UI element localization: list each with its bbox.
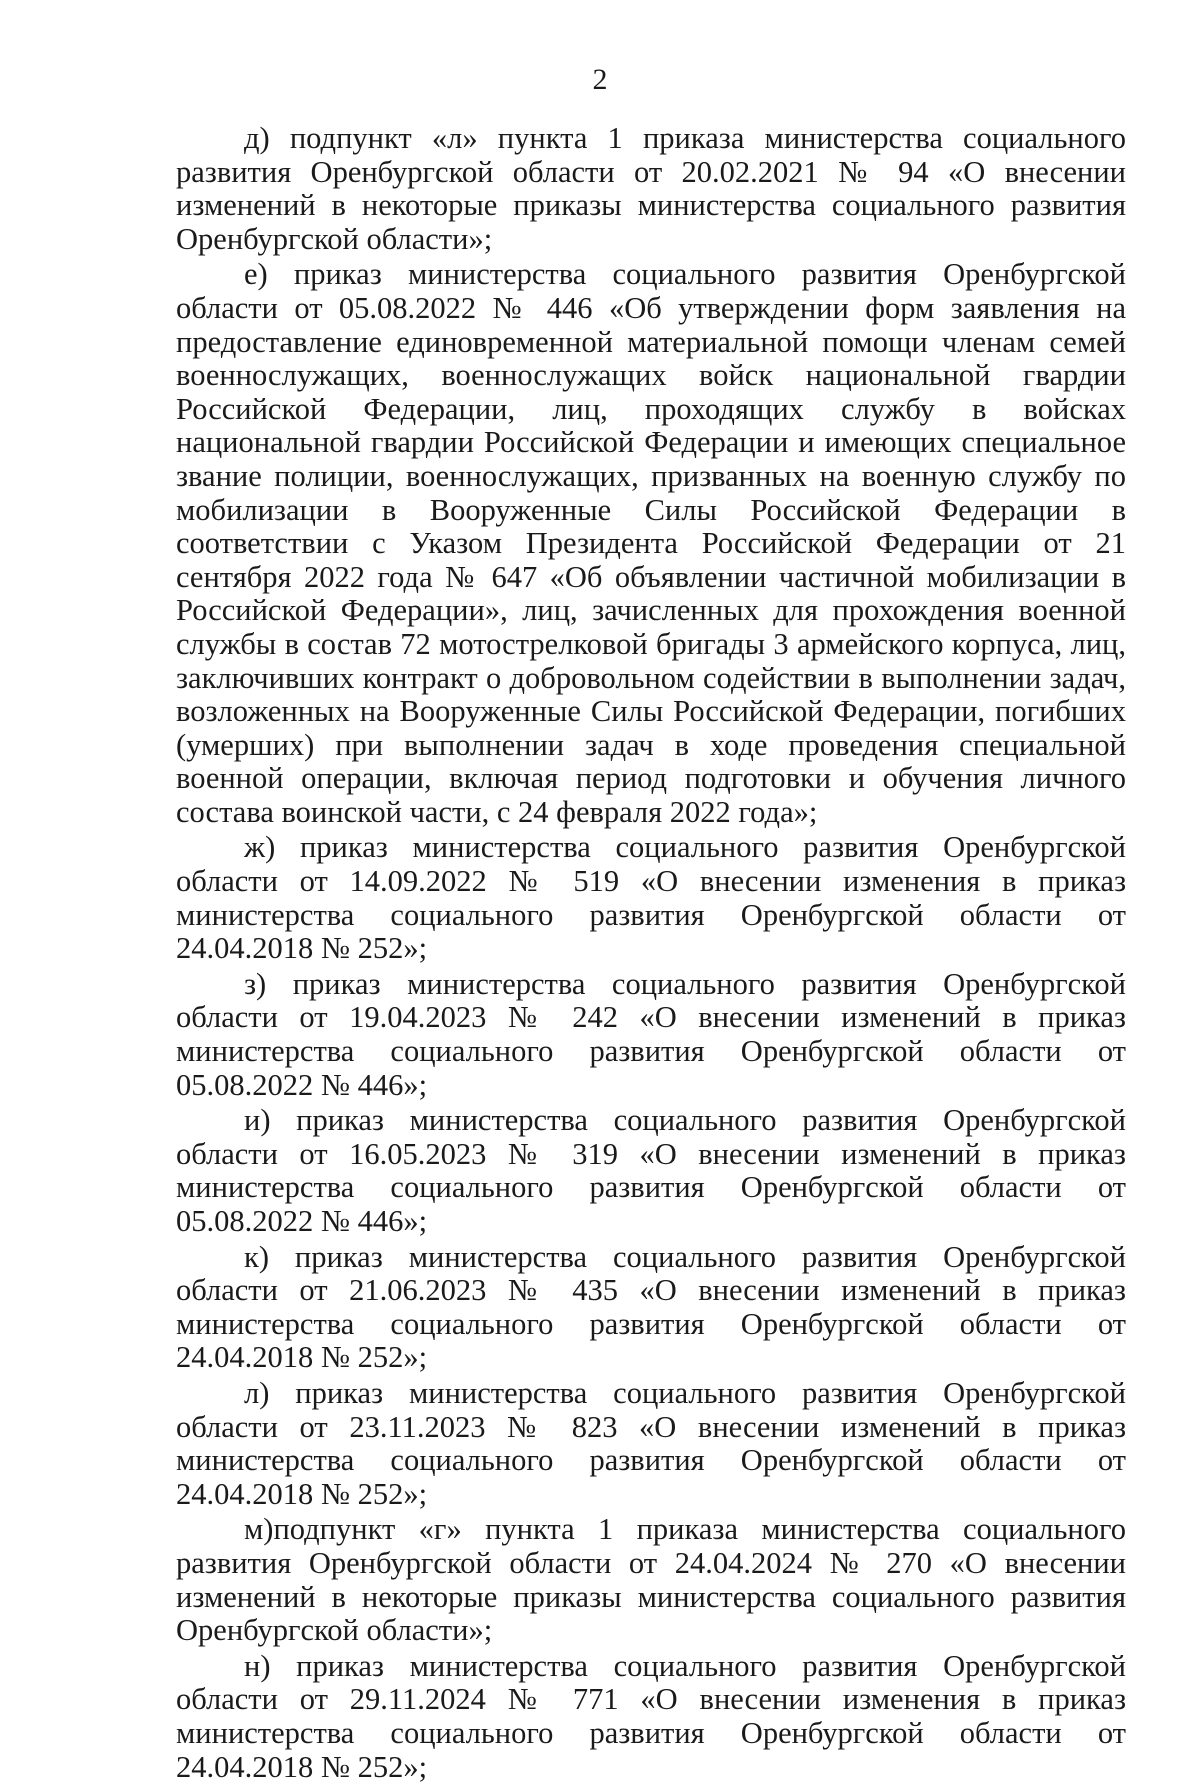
- document-body: [176, 122, 1126, 1784]
- list-item-m: м)подпункт «г» пункта 1 приказа министерства социального развития Оренбургской области от 24.04.2024 № 270 «О внесении изменений в некоторые приказы министерства социального развития Оренбургской области»;: [176, 1512, 1126, 1648]
- list-item-i: и) приказ министерства социального развития Оренбургской области от 16.05.2023 № 319 «О внесении изменений в приказ министерства социального развития Оренбургской области от 05.08.2022 № 446»;: [176, 1103, 1126, 1238]
- list-item-e: е) приказ министерства социального развития Оренбургской области от 05.08.2022 № 446 «Об утверждении форм заявления на предоставление единовременной материальной помощи членам семей военнослужащих, военнослужащих войск национальной гвардии Российской Федерации, лиц, проходящих службу в войсках национальной гвардии Российской Федерации и имеющих специальное звание полиции, военнослужащих, призванных на военную службу по мобилизации в Вооруженные Силы Российской Федерации в соответствии с Указом Президента Российской Федерации от 21 сентября 2022 года № 647 «Об объявлении частичной мобилизации в Российской Федерации», лиц, зачисленных для прохождения военной службы в состав 72 мотострелковой бригады 3 армейского корпуса, лиц, заключивших контракт о добровольном содействии в выполнении задач, возложенных на Вооруженные Силы Российской Федерации, погибших (умерших) при выполнении задач в ходе проведения специальной военной операции, включая период подготовки и обучения личного состава воинской части, с 24 февраля 2022 года»;: [176, 257, 1126, 829]
- list-item-l: л) приказ министерства социального развития Оренбургской области от 23.11.2023 № 823 «О внесении изменений в приказ министерства социального развития Оренбургской области от 24.04.2018 № 252»;: [176, 1375, 1126, 1511]
- list-item-k: к) приказ министерства социального развития Оренбургской области от 21.06.2023 № 435 «О внесении изменений в приказ министерства социального развития Оренбургской области от 24.04.2018 № 252»;: [176, 1239, 1126, 1375]
- page-number: 2: [592, 63, 608, 96]
- list-item-n: н) приказ министерства социального развития Оренбургской области от 29.11.2024 № 771 «О внесении изменения в приказ министерства социального развития Оренбургской области от 24.04.2018 № 252»;: [176, 1648, 1126, 1784]
- list-item-d: д) подпункт «л» пункта 1 приказа министерства социального развития Оренбургской области от 20.02.2021 № 94 «О внесении изменений в некоторые приказы министерства социального развития Оренбургской области»;: [176, 121, 1126, 256]
- list-item-zh: ж) приказ министерства социального развития Оренбургской области от 14.09.2022 № 519 «О внесении изменения в приказ министерства социального развития Оренбургской области от 24.04.2018 № 252»;: [176, 830, 1126, 966]
- list-item-z: з) приказ министерства социального развития Оренбургской области от 19.04.2023 № 242 «О внесении изменений в приказ министерства социального развития Оренбургской области от 05.08.2022 № 446»;: [176, 966, 1126, 1102]
